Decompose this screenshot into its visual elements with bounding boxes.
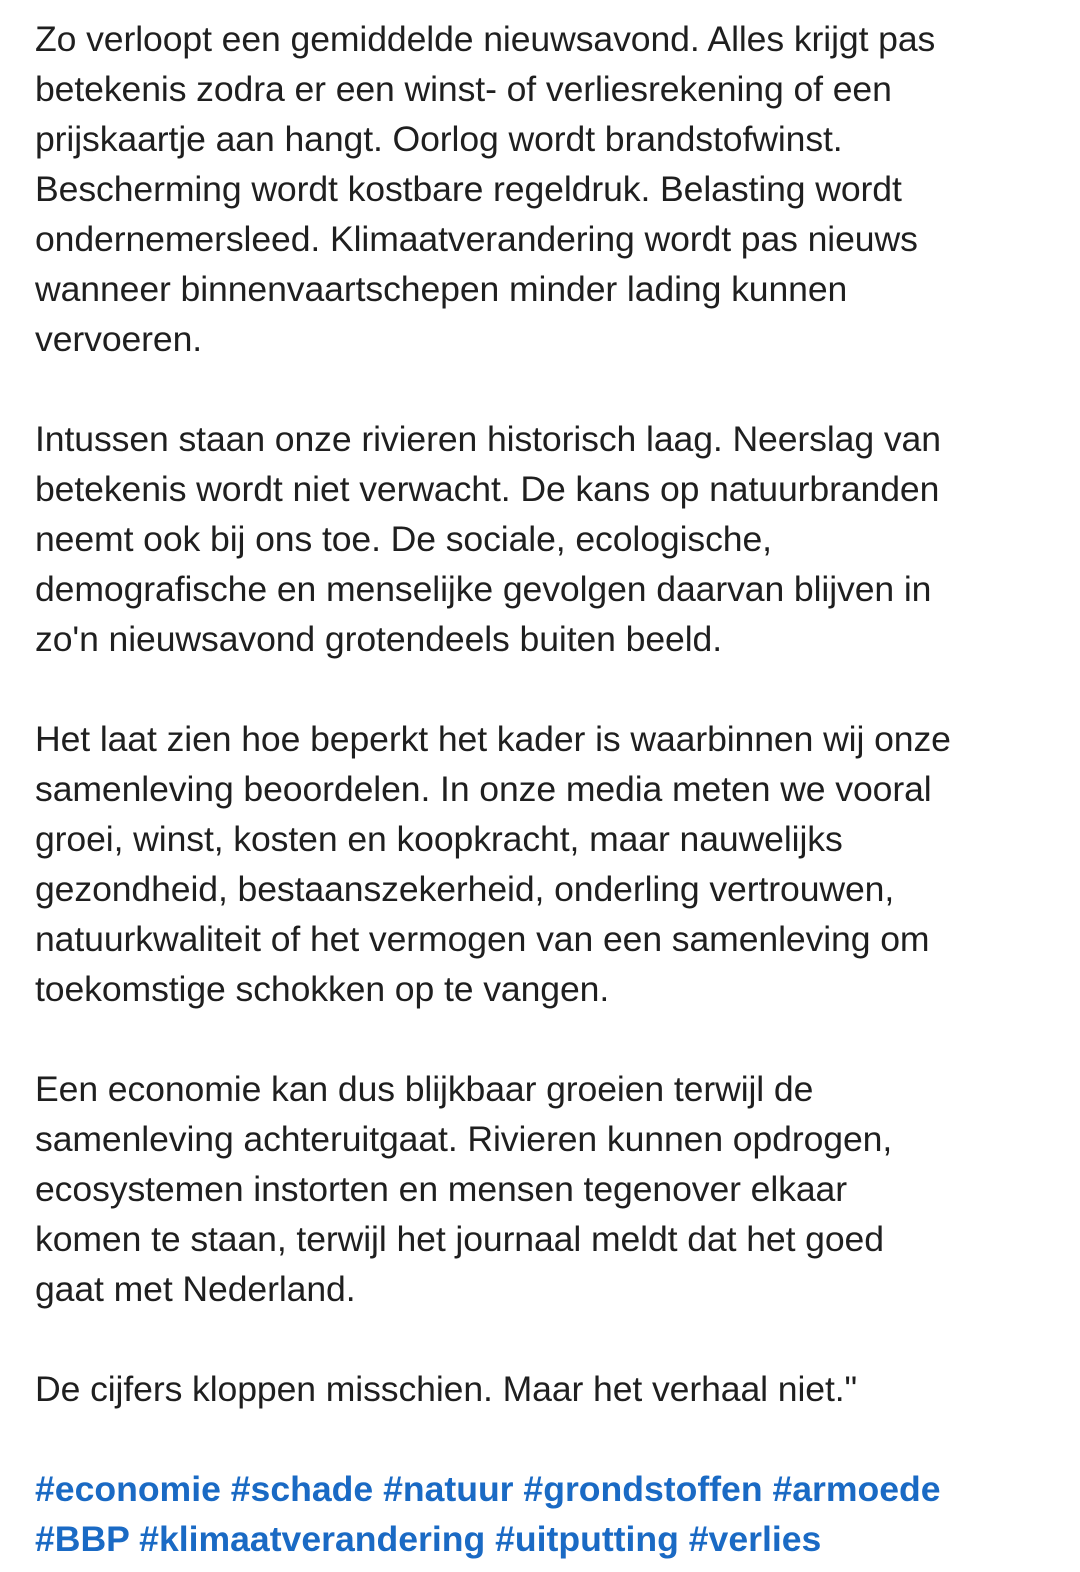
post-paragraph-3: Het laat zien hoe beperkt het kader is waarbinnen wij onze samenleving beoordelen. In onze media meten we vooral groei, winst, kosten en koopkracht, maar nauwelijks gezondheid, bestaanszekerheid, onderling vertrouwen, natuurkwaliteit of het vermogen van een samenleving om toekomstige schokken op te vangen. — [35, 719, 951, 1009]
post-paragraph-4: Een economie kan dus blijkbaar groeien terwijl de samenleving achteruitgaat. Rivieren kunnen opdrogen, ecosystemen instorten en mensen tegenover elkaar komen te staan, terwijl het journaal meldt dat het goed gaat met Nederland. — [35, 1069, 893, 1309]
hashtag-natuur[interactable]: #natuur — [383, 1469, 514, 1509]
hashtag-verlies[interactable]: #verlies — [688, 1519, 822, 1559]
hashtag-list — [35, 1464, 1046, 1564]
hashtag-armoede[interactable]: #armoede — [772, 1469, 941, 1509]
hashtag-line-2 — [35, 1514, 1046, 1564]
hashtag-bbp[interactable]: #BBP — [35, 1519, 130, 1559]
hashtag-schade[interactable]: #schade — [230, 1469, 374, 1509]
post-paragraph-2: Intussen staan onze rivieren historisch laag. Neerslag van betekenis wordt niet verwacht. De kans op natuurbranden neemt ook bij ons toe. De sociale, ecologische, demografische en menselijke gevolgen daarvan blijven in zo'n nieuwsavond grotendeels buiten beeld. — [35, 419, 941, 659]
hashtag-uitputting[interactable]: #uitputting — [495, 1519, 679, 1559]
hashtag-economie[interactable]: #economie — [35, 1469, 221, 1509]
hashtag-line-1 — [35, 1464, 1046, 1514]
post-paragraph-1: Zo verloopt een gemiddelde nieuwsavond. Alles krijgt pas betekenis zodra er een winst- of verliesrekening of een prijskaartje aan hangt. Oorlog wordt brandstofwinst. Bescherming wordt kostbare regeldruk. Belasting wordt ondernemersleed. Klimaatverandering wordt pas nieuws wanneer binnenvaartschepen minder lading kunnen vervoeren. — [35, 19, 936, 359]
post-paragraph-5: De cijfers kloppen misschien. Maar het verhaal niet." — [35, 1369, 858, 1409]
hashtag-klimaatverandering[interactable]: #klimaatverandering — [139, 1519, 486, 1559]
hashtag-grondstoffen[interactable]: #grondstoffen — [523, 1469, 763, 1509]
